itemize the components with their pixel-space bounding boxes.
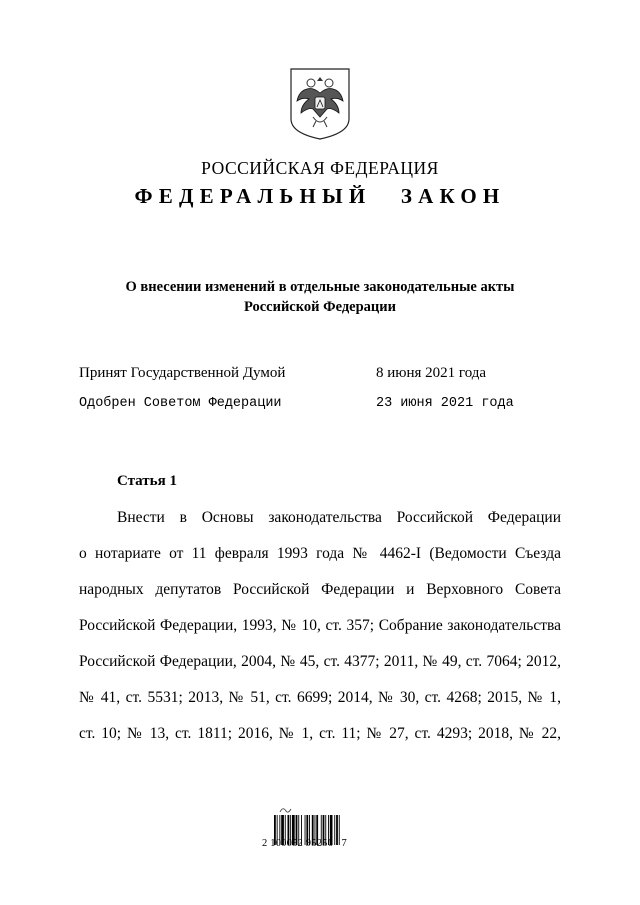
body-text-line: Российской Федерации, 2004, № 45, ст. 4377; 2011, № 49, ст. 7064; 2012, (79, 653, 561, 670)
country-name: РОССИЙСКАЯ ФЕДЕРАЦИЯ (201, 158, 439, 178)
article-heading: Статья 1 (117, 473, 177, 489)
body-text-line: ст. 10; № 13, ст. 1811; 2016, № 1, ст. 11; № 27, ст. 4293; 2018, № 22, (79, 725, 561, 742)
body-text-line: Внести в Основы законодательства Российской Федерации (117, 509, 561, 526)
council-label: Одобрен Советом Федерации (79, 396, 282, 411)
duma-date: 8 июня 2021 года (376, 365, 487, 381)
council-date: 23 июня 2021 года (376, 396, 514, 411)
body-text-line: о нотариате от 11 февраля 1993 года № 4462-I (Ведомости Съезда (79, 545, 561, 562)
body-text-line: народных депутатов Российской Федерации и Верховного Совета (79, 581, 561, 598)
coat-of-arms-emblem (289, 67, 351, 141)
law-title-line: О внесении изменений в отдельные законодательные акты (125, 279, 515, 295)
duma-label: Принят Государственной Думой (79, 365, 286, 381)
barcode-number: 2 100052 95256 7 (262, 838, 347, 849)
law-title (80, 277, 560, 317)
law-title-line: Российской Федерации (243, 299, 396, 315)
body-text-line: № 41, ст. 5531; 2013, № 51, ст. 6699; 2014, № 30, ст. 4268; 2015, № 1, (79, 689, 561, 706)
body-text-line: Российской Федерации, 1993, № 10, ст. 357; Собрание законодательства (79, 617, 561, 634)
law-type-heading: ФЕДЕРАЛЬНЫЙ ЗАКОН (134, 184, 506, 208)
